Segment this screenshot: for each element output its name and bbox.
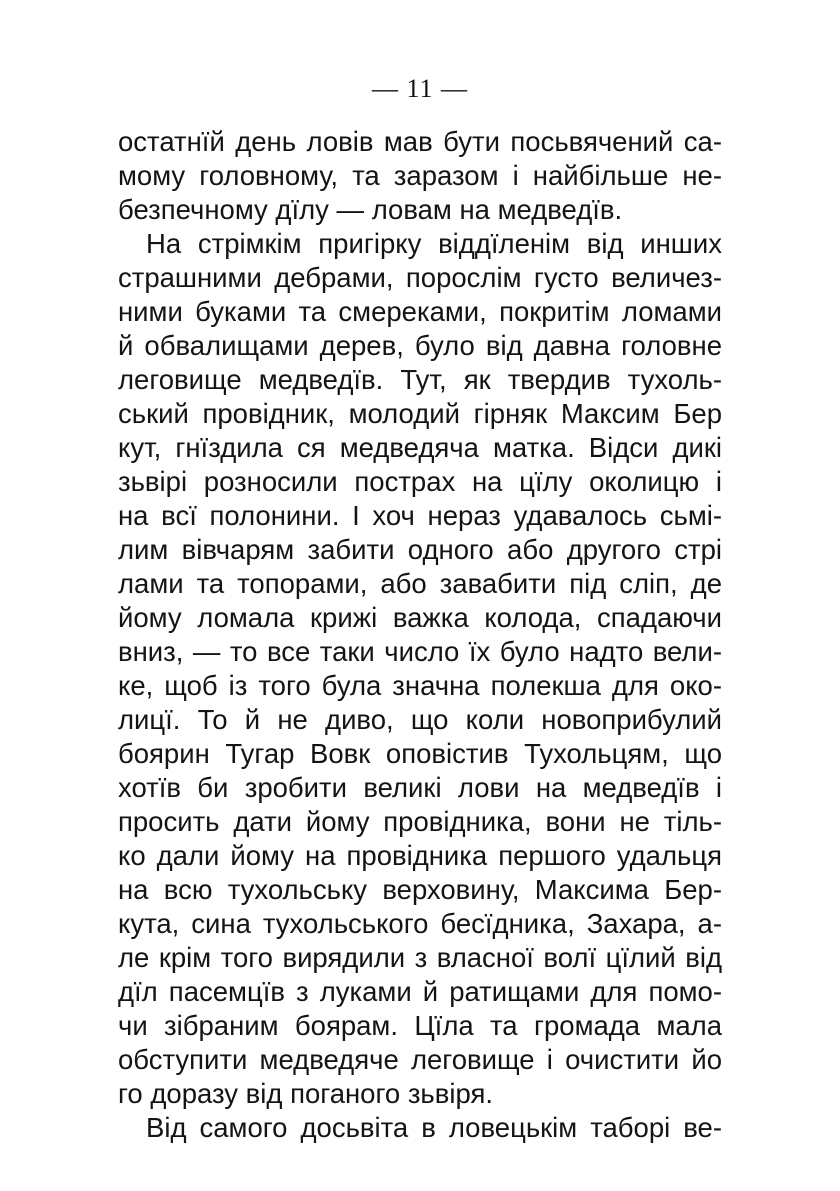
text-line: чи зібраним боярам. Цїла та громада мала [118,1010,722,1041]
text-line: лим вівчарям забити одного або другого стрі [118,534,722,565]
text-line: страшними дебрами, порослім густо величез- [118,262,722,293]
text-line: ко дали йому на провідника першого удальця [118,840,722,871]
text-line: й обвалищами дерев, було від давна головне [118,330,722,361]
text-line: на всю тухольську верховину, Максима Бер- [118,874,722,905]
text-line: ними буками та смереками, покритім ломами [118,296,722,327]
page-number: — 11 — [371,74,469,103]
text-line: на всї полонини. І хоч нераз удавалось сьмі- [118,500,722,531]
paragraph-start-line: На стрімкім пригірку віддїленім від инших [146,228,722,259]
text-line: ле крім того вирядили з власної волї цїлий від [118,942,722,973]
text-line: остатнїй день ловів мав бути посьвячений са- [118,126,722,157]
text-line: лицї. То й не диво, що коли новоприбулий [118,704,722,735]
text-line: кута, сина тухольського бесїдника, Захара, а- [118,908,722,939]
text-line: боярин Тугар Вовк оповістив Тухольцям, що [118,738,722,769]
text-line: хотїв би зробити великі лови на медведїв і [118,772,722,803]
text-line: лами та топорами, або завабити під сліп, де [118,568,722,599]
text-line: зьвірі розносили пострах на цїлу околицю і [118,466,722,497]
text-line: леговище медведїв. Тут, як твердив тухоль- [118,364,722,395]
text-line: просить дати йому провідника, вони не тіль- [118,806,722,837]
text-line: безпечному дїлу — ловам на медведїв. [118,194,623,225]
text-line: ке, щоб із того була значна полекша для око- [118,670,722,701]
text-line: йому ломала крижі важка колода, спадаючи [118,602,722,633]
text-line: дїл пасемцїв з луками й ратищами для помо- [118,976,722,1007]
paragraph-start-line: Від самого досьвіта в ловецькім таборі ве- [146,1112,722,1143]
text-line: обступити медведяче леговище і очистити йо [118,1044,722,1075]
text-line: ський провідник, молодий гірняк Максим Бер [118,398,722,429]
text-line: вниз, — то все таки число їх було надто вели- [118,636,722,667]
text-line: кут, гнїздила ся медведяча матка. Відси дикі [118,432,722,463]
text-line: мому головному, та заразом і найбільше не- [118,160,722,191]
body-text [118,125,722,1145]
text-line: го доразу від поганого зьвіря. [118,1078,493,1109]
